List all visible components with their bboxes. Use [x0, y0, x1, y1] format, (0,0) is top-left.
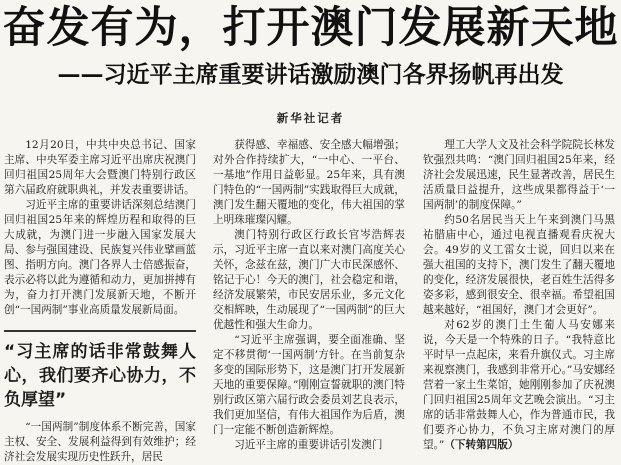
- byline: 新华社记者: [276, 111, 345, 125]
- continued-note: （下转第四版）: [444, 439, 519, 451]
- paragraph: [423, 318, 615, 453]
- article-column-1: [4, 138, 196, 465]
- paragraph: 澳门特别行政区行政长官岑浩辉表示，习近平主席一直以来对澳门高度关心关怀，念兹在兹，澳门广大市民深感怀、铭记于心！今天的澳门，社会稳定和谐，经济发展繁荣，市民安居乐业，多元文化交相辉映，生动展现了“一国两制”的巨大优越性和强大生命力。: [213, 229, 405, 331]
- paragraph: 12月20日，中共中央总书记、国家主席、中央军委主席习近平出席庆祝澳门回归祖国25周年大会暨澳门特别行政区第六届政府就职典礼，并发表重要讲话。: [4, 139, 196, 196]
- paragraph: “一国两制”制度体系不断完善，国家主权、安全、发展利益得到有效维护；经济社会发展实现历史性跃升，居民: [4, 421, 196, 463]
- paragraph: 习近平主席的重要讲话深刻总结澳门回归祖国25年来的辉煌历程和取得的巨大成就，为澳门进一步融入国家发展大局、参与强国建设、民族复兴伟业擘画蓝图、指明方向。澳门各界人士倍感振奋，表示必将以此为遵循和动力，更加拼搏有为，奋力打开澳门发展新天地，不断开创“一国两制”事业高质量发展新局面。: [4, 199, 196, 316]
- subheadline: ——习近平主席重要讲话激励澳门各界扬帆再出发: [57, 61, 564, 88]
- headline: 奋发有为，打开澳门发展新天地: [2, 3, 619, 53]
- paragraph: 习近平主席的重要讲话引发澳门: [234, 439, 383, 451]
- article-column-2: [213, 138, 405, 465]
- article-column-3: [423, 138, 615, 465]
- paragraph: “习近平主席强调，要全面准确、坚定不移贯彻‘一国两制’方针。在当前复杂多变的国际形势下，这是澳门打开发展新天地的重要保障。”刚刚宣誓就职的澳门特别行政区第六届行政会委员刘艺良表示，我们更加坚信，有伟大祖国作为后盾，澳门一定能不断创造新辉煌。: [213, 334, 405, 436]
- paragraph: 获得感、幸福感、安全感大幅增强；对外合作持续扩大，“一中心、一平台、一基地”作用日益彰显。25年来，具有澳门特色的“一国两制”实践取得巨大成就，澳门发生翻天覆地的变化，伟大祖国的掌上明珠璀璨闪耀。: [213, 139, 405, 226]
- paragraph: 约50名居民当天上午来到澳门马黑祐腊庙中心，通过电视直播观看庆祝大会。49岁的义工雷女士说，回归以来在强大祖国的支持下，澳门发生了翻天覆地的变化，经济发展很快，老百姓生活得多姿多彩，感到很安全、很幸福。希望祖国越来越好，“祖国好，澳门才会更好”。: [423, 214, 615, 316]
- paragraph-text: 对62岁的澳门土生葡人马安娜来说，今天是一个特殊的日子。“我特意比平时早一点起床，来看升旗仪式。习主席来视察澳门，我感到非常开心。”马安娜经营着一家土生菜馆，她刚刚参加了庆祝澳门回归祖国25周年文艺晚会演出。“习主席的话非常鼓舞人心，作为普通市民，我们要齐心协力，不负习主席对澳门的厚望。”: [423, 319, 615, 451]
- pull-quote: “习主席的话非常鼓舞人心，我们要齐心协力，不负厚望”: [4, 330, 196, 412]
- paragraph: 理工大学人文及社会科学院院长林发钦强烈共鸣：“澳门回归祖国25年来，经济社会发展迅速，民生显著改善，居民生活质量日益提升，这些成果都得益于‘一国两制’的制度保障。”: [423, 139, 615, 211]
